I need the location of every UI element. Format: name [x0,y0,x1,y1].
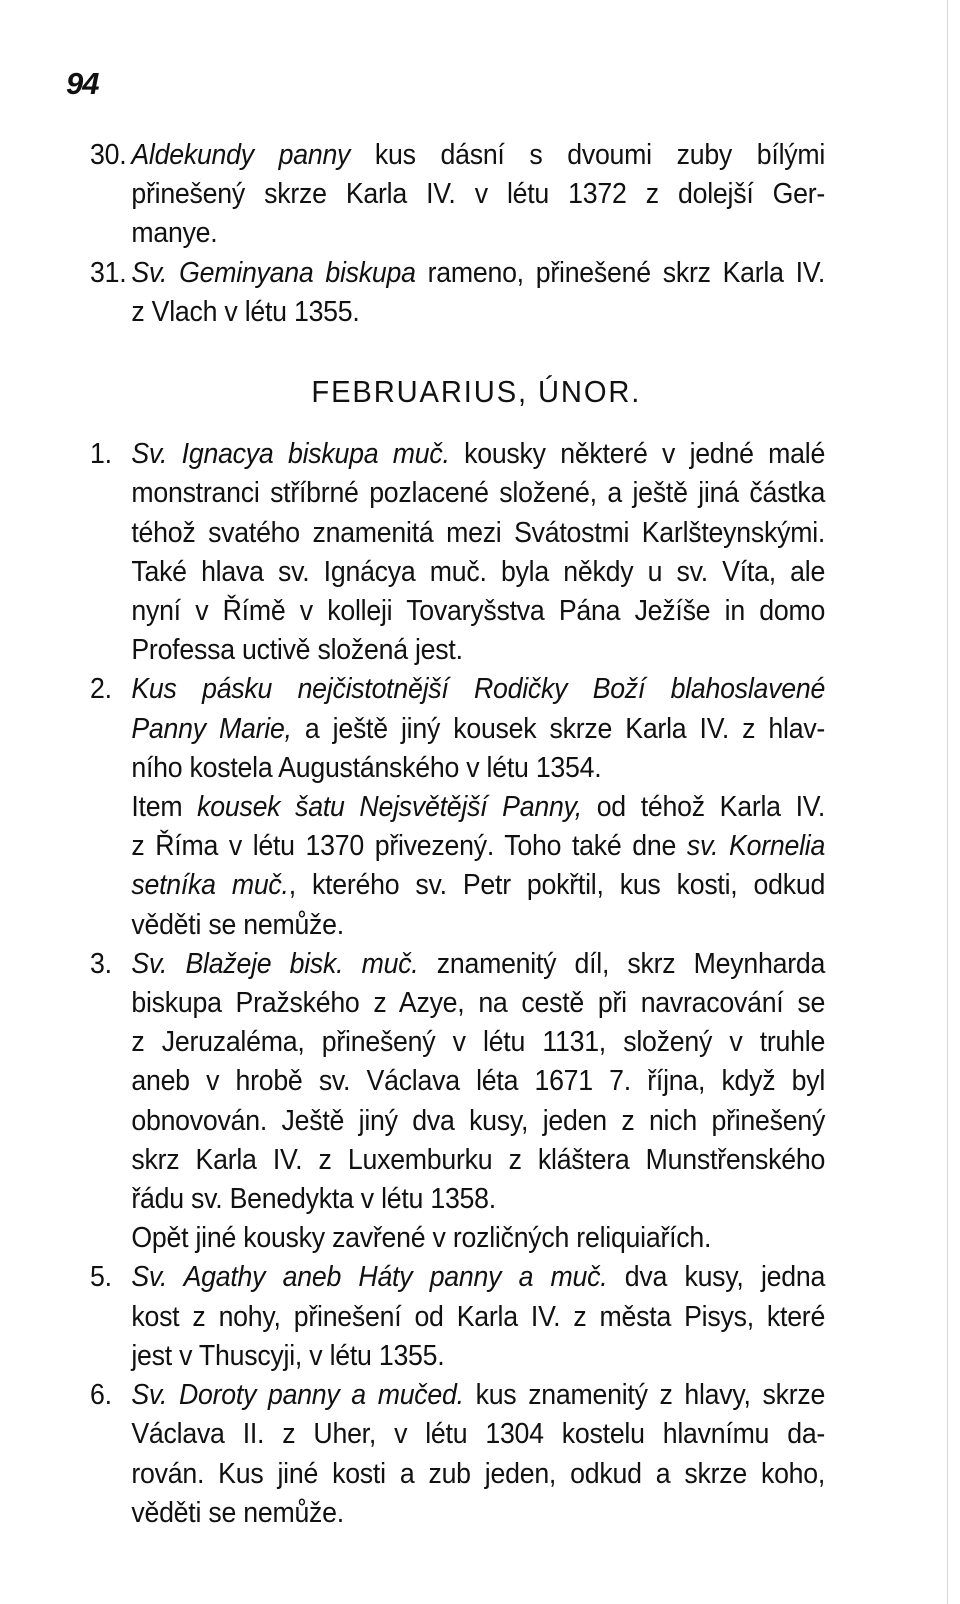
entry-5 [90,1258,825,1376]
entry-2 [90,670,825,944]
saint-name: Kus pásku nejčistotnější Rodičky Boží blahoslavené [131,673,826,706]
entry-number: 31. [90,256,127,289]
entry-number: 30. [90,139,127,171]
entry-number: 6. [90,1379,112,1412]
entry-6 [90,1376,825,1533]
entry-line: kost z nohy, přinešení od Karla IV. z města Pisys, které [131,1300,826,1333]
saint-name: Sv. Blažeje bisk. muč. [131,947,419,980]
entry-number: 2. [90,673,112,706]
entry-line [131,670,825,709]
page-content [90,136,825,1533]
entry-3 [90,945,825,1259]
saint-name: Sv. Doroty panny a mučed. [131,1379,464,1412]
entry-line: věděti se nemůže. [131,908,344,941]
saint-name: sv. Kornelia [686,830,826,863]
saint-name: kousek šatu Nejsvětější Panny, [197,791,582,824]
entry-line: Václava II. z Uher, v létu 1304 kostelu hlavnímu da- [131,1418,826,1451]
entry-line: z Říma v létu 1370 přivezený. Toho také dne sv. Kornelia [131,830,826,863]
entry-line: nyní v Římě v kolleji Tovaryšstva Pána Ježíše in domo [131,595,826,628]
entry-text: kus dásní s dvoumi zuby bílými [350,139,826,171]
entry-line [131,254,825,293]
entry-line: Také hlava sv. Ignácya muč. byla někdy u sv. Víta, ale [131,555,826,588]
entry-line: jest v Thuscyji, v létu 1355. [131,1339,445,1372]
page-number: 94 [66,66,99,101]
entry-line: rován. Kus jiné kosti a zub jeden, odkud a skrze koho, [131,1457,826,1490]
entry-line: aneb v hrobě sv. Václava léta 1671 7. října, když byl [131,1065,826,1098]
entry-line: řádu sv. Benedykta v létu 1358. [131,1183,496,1216]
entry-line: setníka muč., kterého sv. Petr pokřtil, kus kosti, odkud [131,869,826,902]
entry-line: téhož svatého znamenitá mezi Svátostmi Karlšteynskými. [131,516,826,549]
entry-line: Sv. Ignacya biskupa muč. kousky některé v jedné malé [131,438,826,471]
entry-line: ního kostela Augustánského v létu 1354. [131,751,602,784]
entry-line [131,136,825,175]
page-edge-line [947,0,948,1604]
entry-line: věděti se nemůže. [131,1496,344,1529]
entry-text: rameno, přinešené skrz Karla IV. [415,256,826,289]
entry-line: z Jeruzaléma, přinešený v létu 1131, složený v truhle [131,1026,826,1059]
entry-line: Opět jiné kousky zavřené v rozličných reliquiařích. [131,1222,712,1255]
saint-name: Sv. Ignacya biskupa muč. [131,438,450,471]
saint-name: Sv. Geminyana biskupa [131,256,416,289]
entry-number: 3. [90,947,112,980]
entry-line: Sv. Blažeje bisk. muč. znamenitý díl, skrz Meynharda [131,947,826,980]
entry-line: přinešený skrze Karla IV. v létu 1372 z dolejší Ger- [131,178,826,211]
entry-number: 1. [90,438,112,471]
saint-name: Panny Marie, [131,712,292,745]
entry-line: skrz Karla IV. z Luxemburku z kláštera Munstřenského [131,1143,826,1176]
entry-line: Professa uctivě složená jest. [131,634,463,667]
entry-line: monstranci stříbrné pozlacené složené, a ještě jiná částka [131,477,826,510]
entry-line: Panny Marie, a ještě jiný kousek skrze Karla IV. z hlav- [131,712,826,745]
saint-name: Sv. Agathy aneb Háty panny a muč. [131,1261,608,1294]
entry-line: biskupa Pražského z Azye, na cestě při navracování se [131,987,826,1020]
saint-name: setníka muč. [131,869,289,902]
entry-30 [90,136,825,254]
entry-line: Item kousek šatu Nejsvětější Panny, od téhož Karla IV. [131,791,826,824]
saint-name: Aldekundy panny [131,139,351,171]
entry-line: Sv. Agathy aneb Háty panny a muč. dva kusy, jedna [131,1261,826,1294]
entry-number: 5. [90,1261,112,1294]
entry-line: obnovován. Ještě jiný dva kusy, jeden z nich přinešený [131,1104,826,1137]
entry-line: z Vlach v létu 1355. [131,295,360,328]
section-heading: FEBRUARIUS, ÚNOR. [311,374,642,410]
entry-line: Sv. Doroty panny a mučed. kus znamenitý z hlavy, skrze [131,1379,826,1412]
entry-line: manye. [131,217,218,250]
entry-31 [90,254,825,332]
entry-1 [90,435,825,670]
